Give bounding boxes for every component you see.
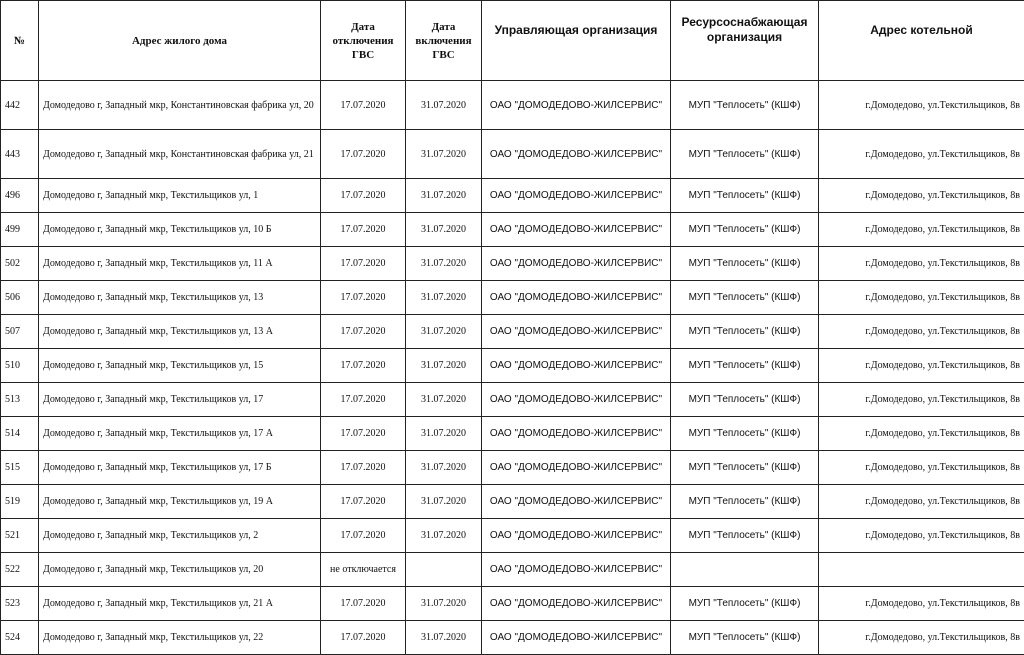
table-row	[1, 81, 1024, 130]
table-row	[1, 315, 1024, 349]
cell-resource-org: МУП "Теплосеть" (КШФ)	[671, 417, 819, 451]
table-row	[1, 417, 1024, 451]
cell-date-on: 31.07.2020	[406, 213, 482, 247]
cell-date-on	[406, 553, 482, 587]
cell-management-org: ОАО "ДОМОДЕДОВО-ЖИЛСЕРВИС"	[482, 485, 671, 519]
cell-date-off: 17.07.2020	[321, 485, 406, 519]
table-row	[1, 587, 1024, 621]
cell-boiler-address: г.Домодедово, ул.Текстильщиков, 8в	[819, 315, 1024, 349]
cell-management-org: ОАО "ДОМОДЕДОВО-ЖИЛСЕРВИС"	[482, 383, 671, 417]
header-boiler-address: Адрес котельной	[819, 1, 1024, 81]
cell-management-org: ОАО "ДОМОДЕДОВО-ЖИЛСЕРВИС"	[482, 587, 671, 621]
cell-boiler-address: г.Домодедово, ул.Текстильщиков, 8в	[819, 81, 1024, 130]
cell-resource-org: МУП "Теплосеть" (КШФ)	[671, 81, 819, 130]
header-date-off: Дата отключения ГВС	[321, 1, 406, 81]
cell-boiler-address: г.Домодедово, ул.Текстильщиков, 8в	[819, 621, 1024, 655]
cell-date-on: 31.07.2020	[406, 315, 482, 349]
cell-management-org: ОАО "ДОМОДЕДОВО-ЖИЛСЕРВИС"	[482, 417, 671, 451]
cell-resource-org	[671, 553, 819, 587]
cell-management-org: ОАО "ДОМОДЕДОВО-ЖИЛСЕРВИС"	[482, 81, 671, 130]
cell-boiler-address: г.Домодедово, ул.Текстильщиков, 8в	[819, 485, 1024, 519]
cell-resource-org: МУП "Теплосеть" (КШФ)	[671, 213, 819, 247]
table-row	[1, 349, 1024, 383]
cell-date-off: 17.07.2020	[321, 213, 406, 247]
table-row	[1, 485, 1024, 519]
cell-management-org: ОАО "ДОМОДЕДОВО-ЖИЛСЕРВИС"	[482, 553, 671, 587]
cell-address: Домодедово г, Западный мкр, Текстильщиков ул, 19 А	[39, 485, 321, 519]
cell-address: Домодедово г, Западный мкр, Текстильщиков ул, 11 А	[39, 247, 321, 281]
cell-date-off: 17.07.2020	[321, 179, 406, 213]
cell-address: Домодедово г, Западный мкр, Текстильщиков ул, 1	[39, 179, 321, 213]
table-row	[1, 451, 1024, 485]
cell-date-on: 31.07.2020	[406, 485, 482, 519]
cell-number: 524	[1, 621, 39, 655]
table-body	[1, 81, 1024, 655]
cell-resource-org: МУП "Теплосеть" (КШФ)	[671, 451, 819, 485]
cell-date-on: 31.07.2020	[406, 383, 482, 417]
cell-date-off: 17.07.2020	[321, 81, 406, 130]
header-row	[1, 1, 1024, 81]
cell-date-off: 17.07.2020	[321, 451, 406, 485]
cell-boiler-address: г.Домодедово, ул.Текстильщиков, 8в	[819, 247, 1024, 281]
cell-resource-org: МУП "Теплосеть" (КШФ)	[671, 587, 819, 621]
cell-management-org: ОАО "ДОМОДЕДОВО-ЖИЛСЕРВИС"	[482, 315, 671, 349]
table-row	[1, 281, 1024, 315]
cell-boiler-address: г.Домодедово, ул.Текстильщиков, 8в	[819, 587, 1024, 621]
cell-boiler-address	[819, 553, 1024, 587]
cell-date-on: 31.07.2020	[406, 621, 482, 655]
header-address: Адрес жилого дома	[39, 1, 321, 81]
cell-resource-org: МУП "Теплосеть" (КШФ)	[671, 247, 819, 281]
cell-management-org: ОАО "ДОМОДЕДОВО-ЖИЛСЕРВИС"	[482, 451, 671, 485]
table-row	[1, 553, 1024, 587]
cell-number: 510	[1, 349, 39, 383]
cell-address: Домодедово г, Западный мкр, Текстильщиков ул, 15	[39, 349, 321, 383]
header-management-org: Управляющая организация	[482, 1, 671, 81]
cell-address: Домодедово г, Западный мкр, Текстильщиков ул, 22	[39, 621, 321, 655]
cell-date-off: 17.07.2020	[321, 130, 406, 179]
cell-date-off: 17.07.2020	[321, 247, 406, 281]
cell-date-on: 31.07.2020	[406, 587, 482, 621]
cell-address: Домодедово г, Западный мкр, Текстильщиков ул, 13 А	[39, 315, 321, 349]
cell-address: Домодедово г, Западный мкр, Константиновская фабрика ул, 20	[39, 81, 321, 130]
cell-management-org: ОАО "ДОМОДЕДОВО-ЖИЛСЕРВИС"	[482, 621, 671, 655]
cell-management-org: ОАО "ДОМОДЕДОВО-ЖИЛСЕРВИС"	[482, 213, 671, 247]
cell-resource-org: МУП "Теплосеть" (КШФ)	[671, 315, 819, 349]
cell-resource-org: МУП "Теплосеть" (КШФ)	[671, 281, 819, 315]
cell-date-off: 17.07.2020	[321, 587, 406, 621]
cell-date-off: 17.07.2020	[321, 621, 406, 655]
cell-boiler-address: г.Домодедово, ул.Текстильщиков, 8в	[819, 451, 1024, 485]
cell-number: 519	[1, 485, 39, 519]
cell-address: Домодедово г, Западный мкр, Текстильщиков ул, 13	[39, 281, 321, 315]
cell-boiler-address: г.Домодедово, ул.Текстильщиков, 8в	[819, 213, 1024, 247]
cell-resource-org: МУП "Теплосеть" (КШФ)	[671, 485, 819, 519]
header-date-on: Дата включения ГВС	[406, 1, 482, 81]
cell-resource-org: МУП "Теплосеть" (КШФ)	[671, 349, 819, 383]
cell-date-on: 31.07.2020	[406, 451, 482, 485]
cell-management-org: ОАО "ДОМОДЕДОВО-ЖИЛСЕРВИС"	[482, 247, 671, 281]
cell-resource-org: МУП "Теплосеть" (КШФ)	[671, 179, 819, 213]
header-num: №	[1, 1, 39, 81]
cell-date-on: 31.07.2020	[406, 417, 482, 451]
cell-date-off: 17.07.2020	[321, 315, 406, 349]
cell-number: 442	[1, 81, 39, 130]
cell-number: 513	[1, 383, 39, 417]
cell-management-org: ОАО "ДОМОДЕДОВО-ЖИЛСЕРВИС"	[482, 179, 671, 213]
cell-address: Домодедово г, Западный мкр, Константиновская фабрика ул, 21	[39, 130, 321, 179]
cell-address: Домодедово г, Западный мкр, Текстильщиков ул, 10 Б	[39, 213, 321, 247]
cell-address: Домодедово г, Западный мкр, Текстильщиков ул, 17 Б	[39, 451, 321, 485]
cell-address: Домодедово г, Западный мкр, Текстильщиков ул, 21 А	[39, 587, 321, 621]
cell-date-off: 17.07.2020	[321, 417, 406, 451]
cell-boiler-address: г.Домодедово, ул.Текстильщиков, 8в	[819, 383, 1024, 417]
cell-boiler-address: г.Домодедово, ул.Текстильщиков, 8в	[819, 179, 1024, 213]
cell-boiler-address: г.Домодедово, ул.Текстильщиков, 8в	[819, 519, 1024, 553]
cell-number: 521	[1, 519, 39, 553]
cell-address: Домодедово г, Западный мкр, Текстильщиков ул, 20	[39, 553, 321, 587]
cell-resource-org: МУП "Теплосеть" (КШФ)	[671, 621, 819, 655]
cell-number: 499	[1, 213, 39, 247]
cell-number: 522	[1, 553, 39, 587]
table-row	[1, 621, 1024, 655]
cell-number: 506	[1, 281, 39, 315]
table-row	[1, 383, 1024, 417]
cell-number: 515	[1, 451, 39, 485]
cell-address: Домодедово г, Западный мкр, Текстильщиков ул, 17	[39, 383, 321, 417]
cell-resource-org: МУП "Теплосеть" (КШФ)	[671, 130, 819, 179]
cell-number: 443	[1, 130, 39, 179]
cell-management-org: ОАО "ДОМОДЕДОВО-ЖИЛСЕРВИС"	[482, 519, 671, 553]
cell-boiler-address: г.Домодедово, ул.Текстильщиков, 8в	[819, 349, 1024, 383]
cell-date-off: 17.07.2020	[321, 519, 406, 553]
cell-date-on: 31.07.2020	[406, 349, 482, 383]
table-row	[1, 179, 1024, 213]
cell-address: Домодедово г, Западный мкр, Текстильщиков ул, 2	[39, 519, 321, 553]
cell-resource-org: МУП "Теплосеть" (КШФ)	[671, 519, 819, 553]
cell-resource-org: МУП "Теплосеть" (КШФ)	[671, 383, 819, 417]
cell-date-off: 17.07.2020	[321, 349, 406, 383]
cell-number: 523	[1, 587, 39, 621]
cell-management-org: ОАО "ДОМОДЕДОВО-ЖИЛСЕРВИС"	[482, 281, 671, 315]
cell-management-org: ОАО "ДОМОДЕДОВО-ЖИЛСЕРВИС"	[482, 349, 671, 383]
table-row	[1, 247, 1024, 281]
cell-date-on: 31.07.2020	[406, 81, 482, 130]
cell-date-off: 17.07.2020	[321, 383, 406, 417]
cell-date-on: 31.07.2020	[406, 130, 482, 179]
table-row	[1, 130, 1024, 179]
cell-number: 507	[1, 315, 39, 349]
header-resource-org: Ресурсоснабжающая организация	[671, 1, 819, 81]
cell-number: 514	[1, 417, 39, 451]
cell-boiler-address: г.Домодедово, ул.Текстильщиков, 8в	[819, 130, 1024, 179]
cell-number: 496	[1, 179, 39, 213]
cell-number: 502	[1, 247, 39, 281]
cell-date-on: 31.07.2020	[406, 519, 482, 553]
cell-date-off: 17.07.2020	[321, 281, 406, 315]
cell-date-off: не отключается	[321, 553, 406, 587]
table-row	[1, 213, 1024, 247]
cell-boiler-address: г.Домодедово, ул.Текстильщиков, 8в	[819, 417, 1024, 451]
cell-management-org: ОАО "ДОМОДЕДОВО-ЖИЛСЕРВИС"	[482, 130, 671, 179]
cell-date-on: 31.07.2020	[406, 281, 482, 315]
cell-boiler-address: г.Домодедово, ул.Текстильщиков, 8в	[819, 281, 1024, 315]
cell-address: Домодедово г, Западный мкр, Текстильщиков ул, 17 А	[39, 417, 321, 451]
cell-date-on: 31.07.2020	[406, 247, 482, 281]
cell-date-on: 31.07.2020	[406, 179, 482, 213]
table-row	[1, 519, 1024, 553]
